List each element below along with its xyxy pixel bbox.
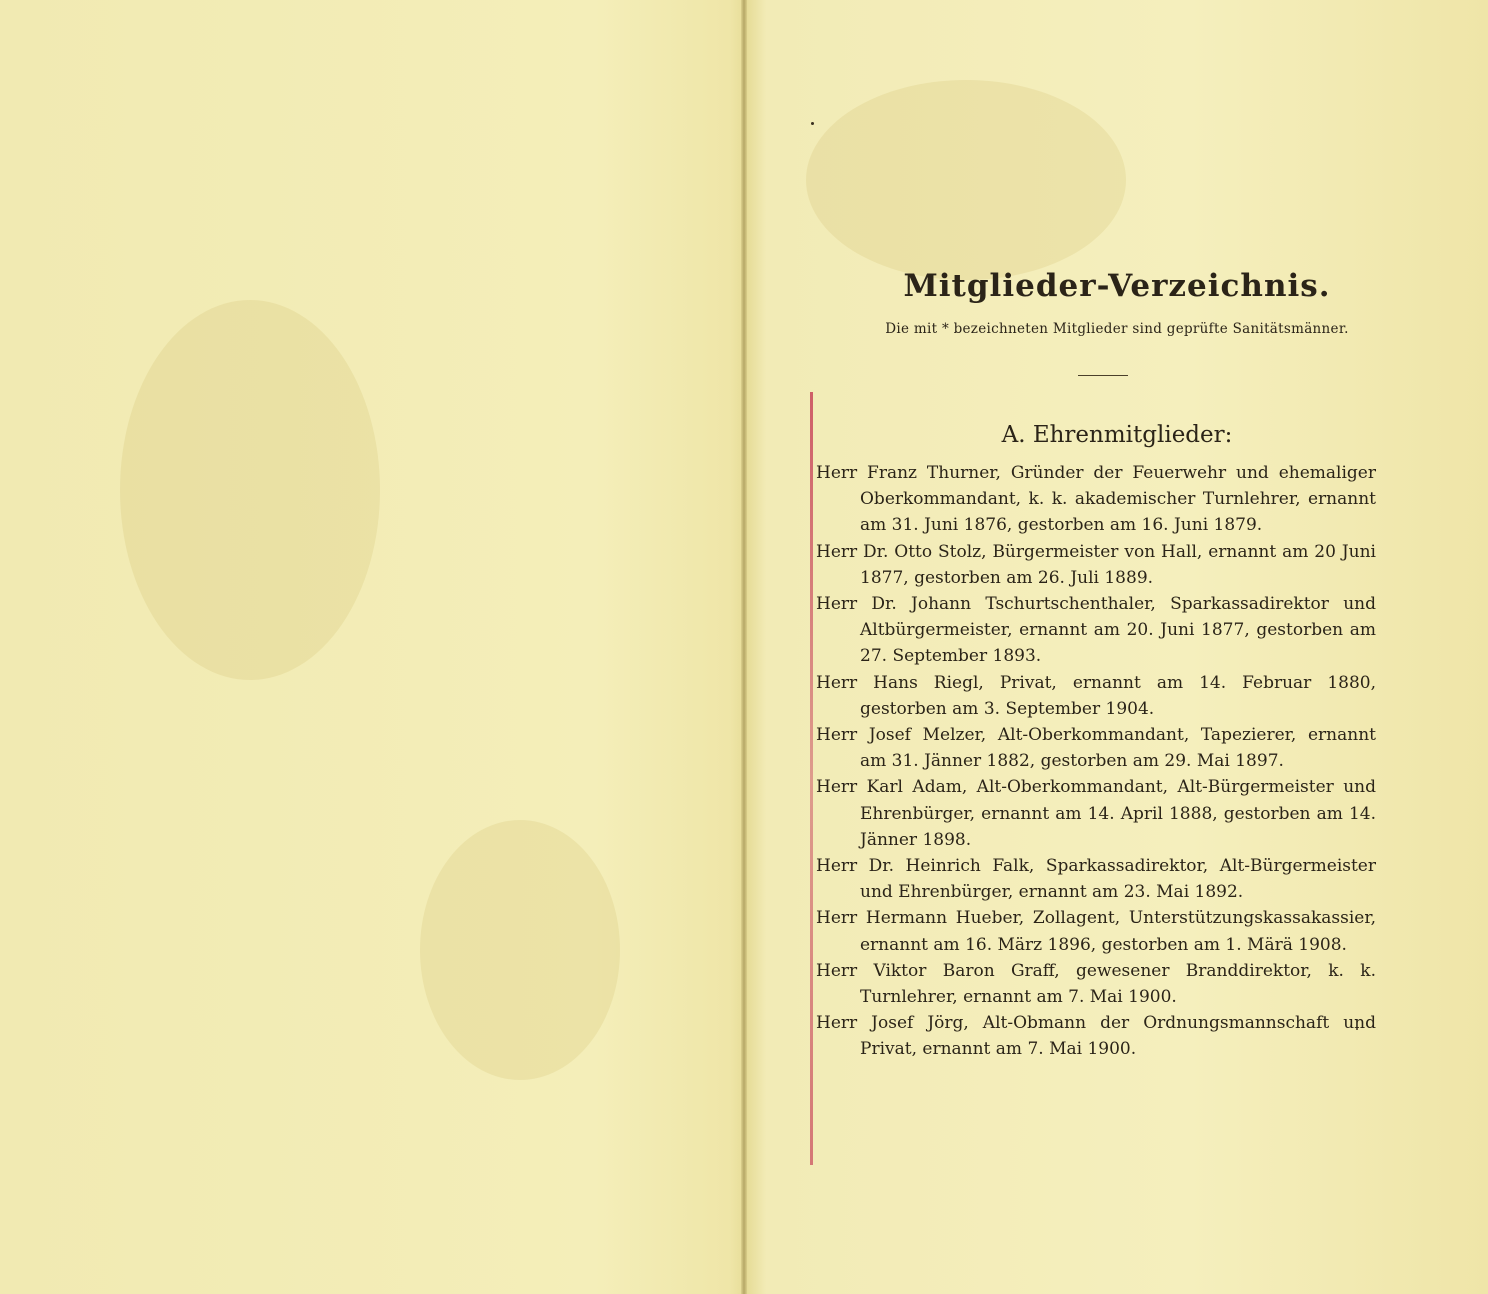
- list-item: Herr Josef Jörg, Alt-Obmann der Ordnungsmannschaft und Privat, ernannt am 7. Mai 1900.: [816, 1013, 1376, 1060]
- list-item: Herr Dr. Otto Stolz, Bürgermeister von Hall, ernannt am 20 Juni 1877, gestorben am 26. Juli 1889.: [816, 541, 1376, 588]
- list-item: Herr Josef Melzer, Alt-Oberkommandant, Tapezierer, ernannt am 31. Jänner 1882, gestorben am 29. Mai 1897.: [816, 725, 1376, 772]
- member-list: [816, 460, 1376, 1063]
- paper-stain: [806, 80, 1126, 280]
- title-divider: [1078, 375, 1128, 376]
- list-item: Herr Dr. Johann Tschurtschenthaler, Sparkassadirektor und Altbürgermeister, ernannt am 20. Juni 1877, gestorben am 27. September 1893.: [816, 594, 1376, 667]
- list-item: Herr Karl Adam, Alt-Oberkommandant, Alt-Bürgermeister und Ehrenbürger, ernannt am 14. April 1888, gestorben am 14. Jänner 1898.: [816, 777, 1376, 850]
- list-item: Herr Viktor Baron Graff, gewesener Branddirektor, k. k. Turnlehrer, ernannt am 7. Mai 1900.: [816, 960, 1376, 1008]
- list-item: Herr Franz Thurner, Gründer der Feuerwehr und ehemaliger Oberkommandant, k. k. akademischer Turnlehrer, ernannt am 31. Juni 1876, gestorben am 16. Juni 1879.: [816, 463, 1376, 536]
- list-item: Herr Hermann Hueber, Zollagent, Unterstützungskassakassier, ernannt am 16. März 1896, gestorben am 1. Märä 1908.: [816, 908, 1376, 955]
- page-title: Mitglieder-Verzeichnis.: [903, 268, 1331, 304]
- margin-rule: [810, 392, 813, 1165]
- paper-stain: [120, 300, 380, 680]
- page-subtitle: Die mit * bezeichneten Mitglieder sind geprüfte Sanitätsmänner.: [885, 321, 1349, 337]
- ink-speck: [811, 122, 814, 125]
- paper-stain: [420, 820, 620, 1080]
- list-item: Herr Dr. Heinrich Falk, Sparkassadirektor, Alt-Bürgermeister und Ehrenbürger, ernannt am 23. Mai 1892.: [816, 856, 1376, 903]
- right-page: [746, 0, 1488, 1294]
- list-item: Herr Hans Riegl, Privat, ernannt am 14. Februar 1880, gestorben am 3. September 1904.: [816, 672, 1376, 719]
- section-heading: A. Ehrenmitglieder:: [1001, 422, 1233, 448]
